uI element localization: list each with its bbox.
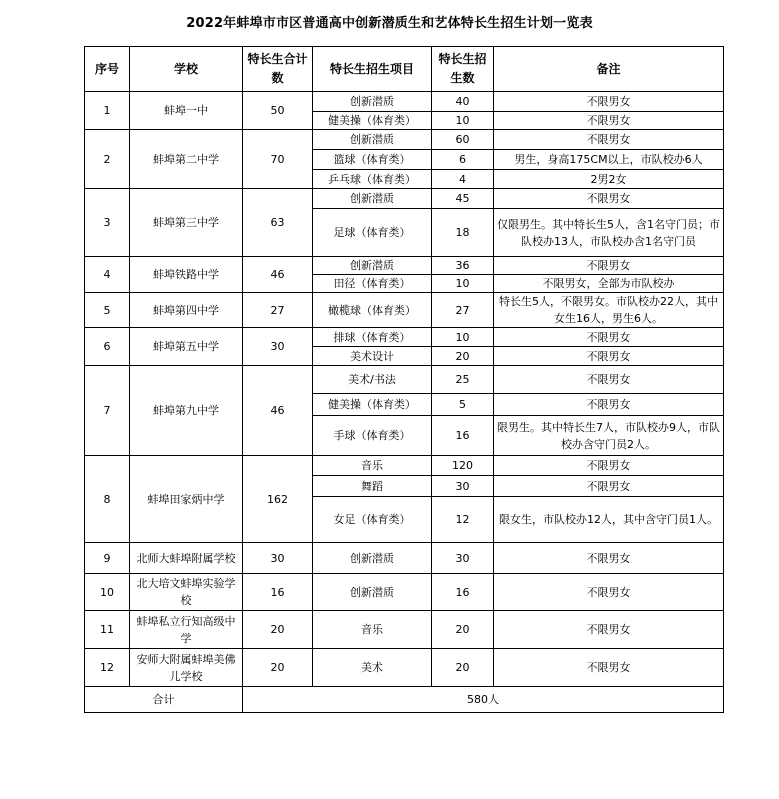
count-cell: 10	[432, 275, 494, 293]
table-row	[85, 130, 724, 150]
table-row	[85, 92, 724, 112]
note-cell: 不限男女	[494, 456, 724, 476]
count-cell: 16	[432, 574, 494, 611]
total-cell: 46	[243, 257, 313, 293]
project-cell: 音乐	[313, 611, 432, 649]
count-cell: 10	[432, 112, 494, 130]
count-cell: 6	[432, 150, 494, 170]
total-cell: 162	[243, 456, 313, 543]
total-cell: 20	[243, 649, 313, 687]
count-cell: 18	[432, 209, 494, 257]
total-row	[85, 687, 724, 713]
note-cell: 不限男女	[494, 611, 724, 649]
table-body	[85, 92, 724, 687]
seq-cell: 9	[85, 543, 130, 574]
table-header-row	[85, 47, 724, 92]
count-cell: 30	[432, 543, 494, 574]
count-cell: 40	[432, 92, 494, 112]
school-cell: 蚌埠私立行知高级中学	[130, 611, 243, 649]
project-cell: 美术	[313, 649, 432, 687]
total-cell: 63	[243, 189, 313, 257]
seq-cell: 1	[85, 92, 130, 130]
table-row	[85, 543, 724, 574]
project-cell: 田径（体育类）	[313, 275, 432, 293]
count-cell: 45	[432, 189, 494, 209]
project-cell: 橄榄球（体育类）	[313, 293, 432, 328]
note-cell: 不限男女，全部为市队校办	[494, 275, 724, 293]
seq-cell: 11	[85, 611, 130, 649]
project-cell: 创新潜质	[313, 130, 432, 150]
total-label: 合计	[85, 687, 243, 713]
school-cell: 蚌埠第三中学	[130, 189, 243, 257]
count-cell: 16	[432, 416, 494, 456]
total-cell: 16	[243, 574, 313, 611]
header-count: 特长生招生数	[432, 47, 494, 92]
header-total: 特长生合计数	[243, 47, 313, 92]
table-row	[85, 189, 724, 209]
seq-cell: 8	[85, 456, 130, 543]
project-cell: 足球（体育类）	[313, 209, 432, 257]
project-cell: 美术/书法	[313, 366, 432, 394]
note-cell: 不限男女	[494, 394, 724, 416]
school-cell: 蚌埠铁路中学	[130, 257, 243, 293]
note-cell: 不限男女	[494, 112, 724, 130]
table-row	[85, 328, 724, 347]
count-cell: 27	[432, 293, 494, 328]
note-cell: 不限男女	[494, 574, 724, 611]
count-cell: 20	[432, 347, 494, 366]
note-cell: 不限男女	[494, 366, 724, 394]
note-cell: 不限男女	[494, 92, 724, 112]
seq-cell: 5	[85, 293, 130, 328]
note-cell: 2男2女	[494, 170, 724, 189]
school-cell: 蚌埠第二中学	[130, 130, 243, 189]
project-cell: 健美操（体育类）	[313, 394, 432, 416]
seq-cell: 12	[85, 649, 130, 687]
seq-cell: 3	[85, 189, 130, 257]
school-cell: 蚌埠第九中学	[130, 366, 243, 456]
table-row	[85, 257, 724, 275]
count-cell: 30	[432, 476, 494, 497]
count-cell: 10	[432, 328, 494, 347]
school-cell: 北师大蚌埠附属学校	[130, 543, 243, 574]
total-cell: 20	[243, 611, 313, 649]
school-cell: 蚌埠一中	[130, 92, 243, 130]
project-cell: 创新潜质	[313, 257, 432, 275]
note-cell: 不限男女	[494, 328, 724, 347]
count-cell: 20	[432, 611, 494, 649]
project-cell: 健美操（体育类）	[313, 112, 432, 130]
count-cell: 60	[432, 130, 494, 150]
header-seq: 序号	[85, 47, 130, 92]
project-cell: 创新潜质	[313, 543, 432, 574]
total-cell: 70	[243, 130, 313, 189]
table-row	[85, 366, 724, 394]
page-title: 2022年蚌埠市市区普通高中创新潜质生和艺体特长生招生计划一览表	[186, 16, 593, 31]
seq-cell: 10	[85, 574, 130, 611]
note-cell: 仅限男生。其中特长生5人，含1名守门员；市队校办13人，市队校办含1名守门员	[494, 209, 724, 257]
seq-cell: 7	[85, 366, 130, 456]
project-cell: 创新潜质	[313, 574, 432, 611]
project-cell: 女足（体育类）	[313, 497, 432, 543]
note-cell: 限女生，市队校办12人，其中含守门员1人。	[494, 497, 724, 543]
school-cell: 蚌埠田家炳中学	[130, 456, 243, 543]
seq-cell: 2	[85, 130, 130, 189]
note-cell: 不限男女	[494, 649, 724, 687]
header-school: 学校	[130, 47, 243, 92]
seq-cell: 4	[85, 257, 130, 293]
project-cell: 音乐	[313, 456, 432, 476]
total-cell: 46	[243, 366, 313, 456]
note-cell: 不限男女	[494, 130, 724, 150]
seq-cell: 6	[85, 328, 130, 366]
count-cell: 36	[432, 257, 494, 275]
header-note: 备注	[494, 47, 724, 92]
project-cell: 舞蹈	[313, 476, 432, 497]
project-cell: 创新潜质	[313, 92, 432, 112]
school-cell: 北大培文蚌埠实验学校	[130, 574, 243, 611]
table-row	[85, 611, 724, 649]
count-cell: 25	[432, 366, 494, 394]
project-cell: 排球（体育类）	[313, 328, 432, 347]
note-cell: 不限男女	[494, 257, 724, 275]
count-cell: 4	[432, 170, 494, 189]
note-cell: 不限男女	[494, 476, 724, 497]
count-cell: 5	[432, 394, 494, 416]
project-cell: 篮球（体育类）	[313, 150, 432, 170]
enrollment-plan-table	[84, 46, 724, 713]
count-cell: 20	[432, 649, 494, 687]
table-row	[85, 456, 724, 476]
table-row	[85, 574, 724, 611]
total-cell: 30	[243, 328, 313, 366]
table-row	[85, 649, 724, 687]
total-cell: 27	[243, 293, 313, 328]
project-cell: 乒乓球（体育类）	[313, 170, 432, 189]
note-cell: 不限男女	[494, 543, 724, 574]
total-cell: 50	[243, 92, 313, 130]
note-cell: 不限男女	[494, 189, 724, 209]
school-cell: 安师大附属蚌埠美佛儿学校	[130, 649, 243, 687]
project-cell: 创新潜质	[313, 189, 432, 209]
total-cell: 30	[243, 543, 313, 574]
project-cell: 手球（体育类）	[313, 416, 432, 456]
note-cell: 特长生5人，不限男女。市队校办22人，其中女生16人，男生6人。	[494, 293, 724, 328]
count-cell: 120	[432, 456, 494, 476]
header-project: 特长生招生项目	[313, 47, 432, 92]
note-cell: 不限男女	[494, 347, 724, 366]
school-cell: 蚌埠第四中学	[130, 293, 243, 328]
total-value: 580人	[243, 687, 724, 713]
note-cell: 男生，身高175CM以上，市队校办6人	[494, 150, 724, 170]
note-cell: 限男生。其中特长生7人，市队校办9人，市队校办含守门员2人。	[494, 416, 724, 456]
school-cell: 蚌埠第五中学	[130, 328, 243, 366]
count-cell: 12	[432, 497, 494, 543]
table-row	[85, 293, 724, 328]
project-cell: 美术设计	[313, 347, 432, 366]
